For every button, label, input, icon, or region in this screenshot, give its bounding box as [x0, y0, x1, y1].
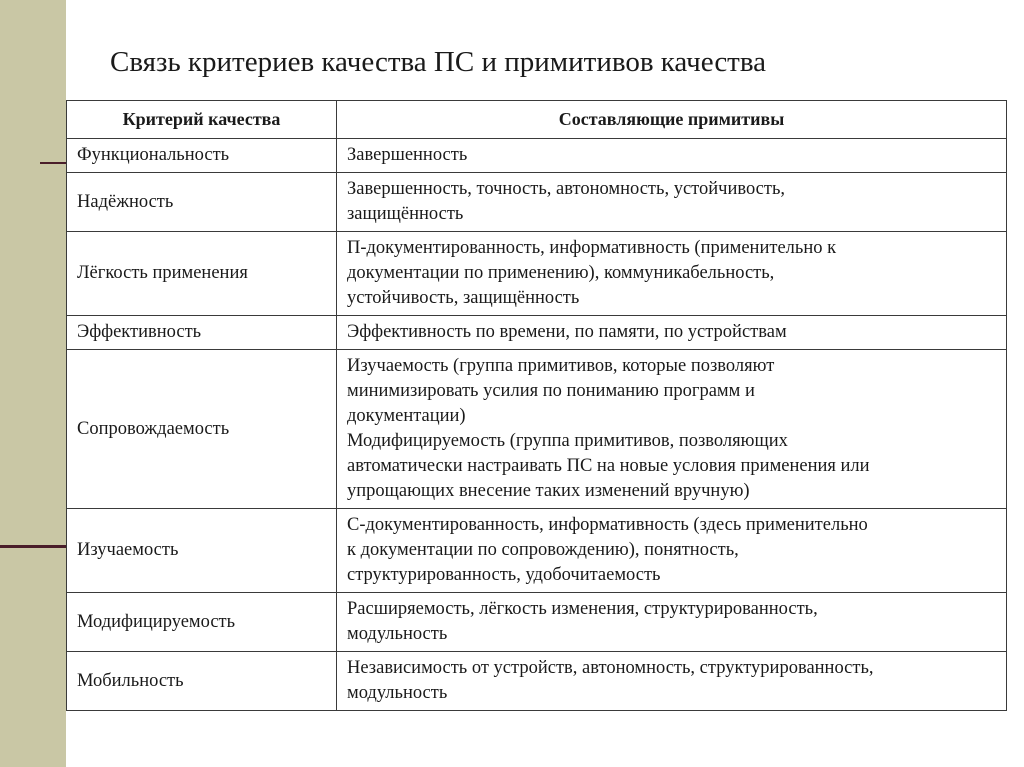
side-decor-rule-bottom [0, 545, 66, 548]
table-row [67, 652, 1007, 711]
primitives-cell [337, 509, 1007, 593]
table-row [67, 593, 1007, 652]
primitives-line: Независимость от устройств, автономность, структурированность, [347, 658, 874, 678]
primitives-line: документации) [347, 406, 466, 426]
primitives-line: документации по применению), коммуникабельность, [347, 263, 775, 283]
primitives-cell [337, 232, 1007, 316]
primitives-cell [337, 173, 1007, 232]
quality-criteria-table [66, 100, 1007, 711]
primitives-line: автоматически настраивать ПС на новые условия применения или [347, 456, 870, 476]
table-row [67, 350, 1007, 509]
primitives-cell [337, 139, 1007, 173]
primitives-line: модульность [347, 683, 448, 703]
primitives-line: Модифицируемость (группа примитивов, позволяющих [347, 431, 788, 451]
criterion-cell: Мобильность [67, 652, 337, 711]
primitives-line: Завершенность, точность, автономность, устойчивость, [347, 179, 786, 199]
table-header-row [67, 101, 1007, 139]
primitives-line: Завершенность [347, 145, 468, 165]
primitives-line: упрощающих внесение таких изменений вручную) [347, 481, 750, 501]
table-row [67, 139, 1007, 173]
table-row [67, 509, 1007, 593]
primitives-line: П-документированность, информативность (применительно к [347, 238, 837, 258]
primitives-line: минимизировать усилия по пониманию программ и [347, 381, 755, 401]
primitives-line: Эффективность по времени, по памяти, по устройствам [347, 322, 787, 342]
slide-title: Связь критериев качества ПС и примитивов качества [110, 46, 767, 78]
criterion-cell: Изучаемость [67, 509, 337, 593]
primitives-line: к документации по сопровождению), понятность, [347, 540, 739, 560]
side-decor-rule-top [40, 162, 66, 164]
primitives-line: С-документированность, информативность (здесь применительно [347, 515, 868, 535]
criterion-cell: Функциональность [67, 139, 337, 173]
primitives-line: структурированность, удобочитаемость [347, 565, 661, 585]
primitives-line: защищённость [347, 204, 464, 224]
primitives-line: модульность [347, 624, 448, 644]
table-row [67, 173, 1007, 232]
criterion-cell: Сопровождаемость [67, 350, 337, 509]
criterion-cell: Надёжность [67, 173, 337, 232]
table-row [67, 316, 1007, 350]
primitives-line: устойчивость, защищённость [347, 288, 580, 308]
criterion-cell: Эффективность [67, 316, 337, 350]
criterion-cell: Модифицируемость [67, 593, 337, 652]
primitives-cell [337, 350, 1007, 509]
primitives-line: Расширяемость, лёгкость изменения, структурированность, [347, 599, 818, 619]
primitives-line: Изучаемость (группа примитивов, которые позволяют [347, 356, 775, 376]
primitives-cell [337, 593, 1007, 652]
primitives-cell [337, 652, 1007, 711]
header-primitives: Составляющие примитивы [337, 101, 1007, 139]
table-row [67, 232, 1007, 316]
primitives-cell [337, 316, 1007, 350]
side-decor-bar [0, 0, 66, 767]
header-criterion: Критерий качества [67, 101, 337, 139]
criterion-cell: Лёгкость применения [67, 232, 337, 316]
